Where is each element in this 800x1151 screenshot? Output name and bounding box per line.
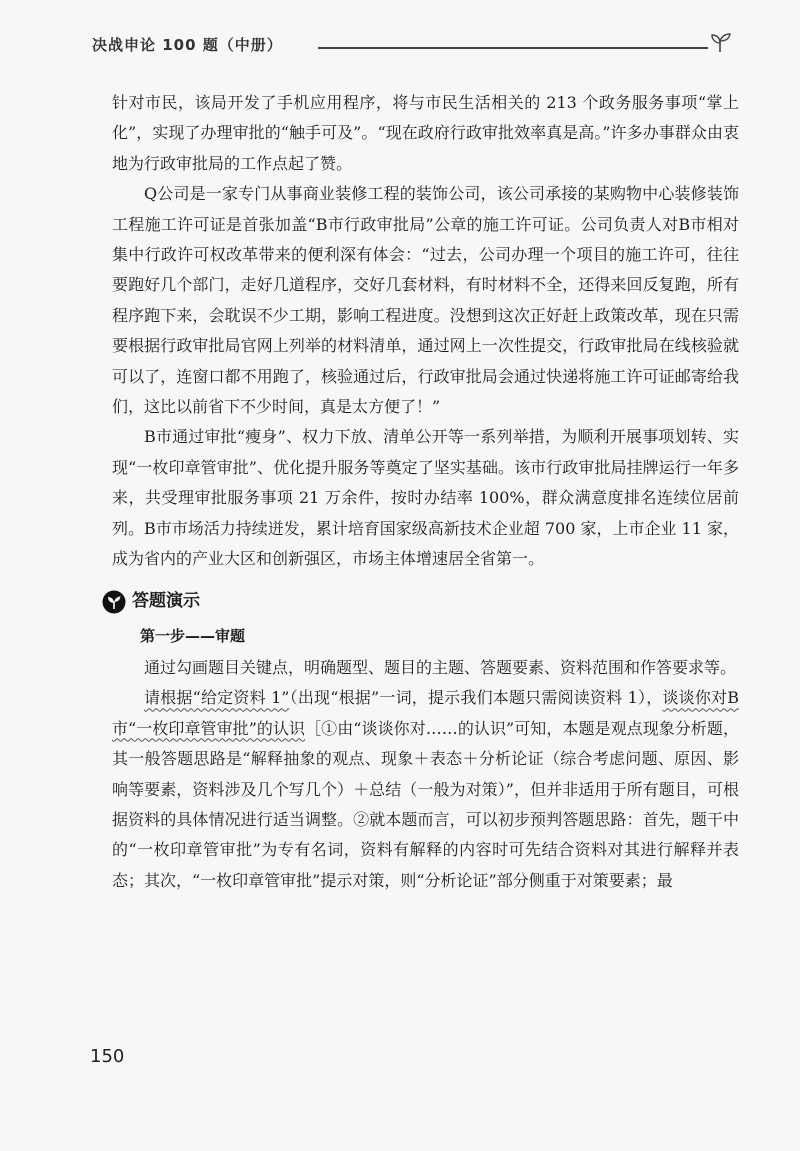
running-header — [92, 30, 732, 60]
keyword-material-1: “给定资料 1” — [192, 688, 290, 708]
paragraph-continuation: 针对市民，该局开发了手机应用程序，将与市民生活相关的 213 个政务服务事项“掌上化”，实现了办理审批的“触手可及”。“现在政府行政审批效率真是高。”许多办事群众由衷地为行政审批局的工作点起了赞。 — [112, 93, 739, 173]
paragraph-b-city: B市通过审批“瘦身”、权力下放、清单公开等一系列举措，为顺利开展事项划转、实现“一枚印章管审批”、优化提升服务等奠定了坚实基础。该市行政审批局挂牌运行一年多来，共受理审批服务事项 21 万余件，按时办结率 100%，群众满意度排名连续位居前列。B市市场活力持续迸发，累计培育国家级高新技术企业超 700 家，上市企业 11 家，成为省内的产业大区和创新强区，市场主体增速居全省第一。 — [112, 427, 740, 569]
section-heading — [102, 585, 739, 619]
page-body — [112, 88, 739, 896]
keyword-question-core: 谈谈你对B市“一枚印章管审批”的认识 — [112, 688, 739, 738]
paragraph-q-company: Q公司是一家专门从事商业装修工程的装饰公司，该公司承接的某购物中心装修装饰工程施工许可证是首张加盖“B市行政审批局”公章的施工许可证。公司负责人对B市相对集中行政许可权改革带来的便利深有体会：“过去，公司办理一个项目的施工许可，往往要跑好几个部门，走好几道程序，交好几套材料，有时材料不全，还得来回反复跑，所有程序跑下来，会耽误不少工期，影响工程进度。没想到这次正好赶上政策改革，现在只需要根据行政审批局官网上列举的材料清单，通过网上一次性提交，行政审批局在线核验就可以了，连窗口都不用跑了，核验通过后，行政审批局会通过快递将施工许可证邮寄给我们，这比以前省下不少时间，真是太方便了！” — [112, 184, 739, 417]
sprout-icon — [708, 30, 732, 54]
step-intro: 通过勾画题目关键点，明确题型、题目的主题、答题要素、资料范围和作答要求等。 — [144, 657, 737, 677]
keyword-qinggenju: 请根据 — [144, 688, 193, 708]
section-title: 答题演示 — [132, 591, 200, 612]
question-analysis — [112, 683, 739, 896]
book-title: 决战申论 100 题（中册） — [92, 36, 283, 54]
annotation-analysis: ［①由“谈谈你对……的认识”可知，本题是观点现象分析题，其一般答题思路是“解释抽象的观点、现象＋表态＋分析论证（综合考虑问题、原因、影响等要素，资料涉及几个写几个）＋总结（一般为对策）”，但并非适用于所有题目，可根据资料的具体情况进行适当调整。②就本题而言，可以初步预判答题思路：首先，题干中的“一枚印章管审批”为专有名词，资料有解释的内容时可先结合资料对其进行解释并表态；其次，“一枚印章管审批”提示对策，则“分析论证”部分侧重于对策要素；最 — [112, 718, 739, 890]
page-number: 150 — [90, 1046, 125, 1067]
annotation-basis: （出现“根据”一词，提示我们本题只需阅读资料 1）， — [289, 688, 663, 708]
step-title: 第一步——审题 — [140, 626, 246, 645]
sprout-badge-icon — [102, 590, 126, 614]
header-rule — [318, 47, 708, 49]
